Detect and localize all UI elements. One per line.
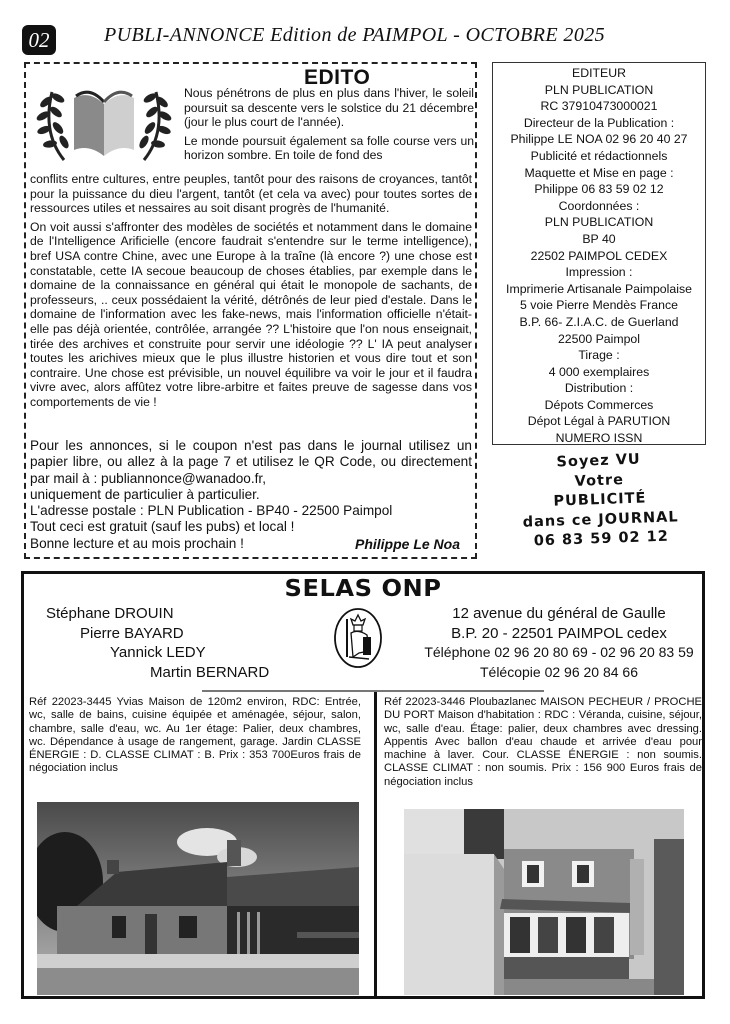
office-contact bbox=[409, 604, 709, 682]
editeur-line: 22502 PAIMPOL CEDEX bbox=[530, 248, 668, 263]
edito-body bbox=[30, 172, 472, 410]
notary-name: Yannick LEDY bbox=[110, 644, 206, 661]
editeur-line: B.P. 66- Z.I.A.C. de Guerland bbox=[519, 314, 679, 329]
editeur-line: RC 37910473000021 bbox=[540, 99, 658, 114]
editeur-line: EDITEUR bbox=[572, 66, 626, 80]
edito-paragraph: Nous pénétrons de plus en plus dans l'hiver, le soleil poursuit sa descente vers le solstice du 21 décembre (jour le plus court de l'année). bbox=[184, 86, 474, 130]
edito-paragraph: conflits entre cultures, entre peuples, tantôt pour des raisons de croyances, tantôt pour la puissance du dieu l'argent, tantôt (et cela va avec) pour toutes sortes de ressources utiles et nessaires au soit disant progrès de l'humanité. bbox=[30, 172, 472, 216]
editeur-line: 4 000 exemplaires bbox=[548, 364, 650, 379]
editeur-line: PLN PUBLICATION bbox=[544, 215, 654, 230]
selas-onp-ad bbox=[21, 571, 705, 999]
office-bp: B.P. 20 - 22501 PAIMPOL cedex bbox=[451, 624, 667, 642]
promo-line: Soyez VU bbox=[556, 451, 641, 471]
listing-photo bbox=[404, 809, 684, 995]
free-note: Tout ceci est gratuit (sauf les pubs) et local ! bbox=[30, 519, 295, 535]
editeur-line: Dépot Légal à PARUTION bbox=[527, 414, 671, 429]
editeur-line: 5 voie Pierre Mendès France bbox=[520, 298, 678, 313]
editeur-line: Directeur de la Publication : bbox=[523, 115, 675, 130]
notary-seal-icon bbox=[333, 607, 383, 669]
editeur-line: Philippe 06 83 59 02 12 bbox=[534, 182, 664, 197]
notary-name: Pierre BAYARD bbox=[80, 624, 184, 642]
notary-names bbox=[24, 604, 269, 682]
editeur-line: 22500 Paimpol bbox=[557, 331, 641, 346]
promo-line: Votre bbox=[574, 471, 625, 490]
masthead-title: PUBLI-ANNONCE Edition de PAIMPOL - OCTOBRE 2025 bbox=[104, 24, 606, 46]
editeur-line: Distribution : bbox=[564, 381, 634, 396]
house-photo-icon bbox=[404, 809, 684, 995]
closing-line: Bonne lecture et au mois prochain ! bbox=[30, 535, 244, 551]
page-number-badge bbox=[22, 25, 56, 55]
editeur-line: Tirage : bbox=[578, 348, 620, 363]
editeur-line: Philippe LE NOA 02 96 20 40 27 bbox=[510, 132, 688, 147]
editeur-line: Coordonnées : bbox=[558, 198, 640, 213]
office-telephone: Téléphone 02 96 20 80 69 - 02 96 20 83 59 bbox=[424, 644, 694, 660]
promo-line: PUBLICITÉ bbox=[553, 490, 647, 510]
editeur-line: BP 40 bbox=[582, 231, 616, 246]
postal-address: L'adresse postale : PLN Publication - BP40 - 22500 Paimpol bbox=[30, 503, 393, 519]
office-fax: Télécopie 02 96 20 84 66 bbox=[479, 663, 638, 680]
promo-line: dans ce JOURNAL bbox=[522, 508, 679, 531]
separator-line bbox=[202, 690, 544, 692]
promo-phone: 06 83 59 02 12 bbox=[533, 528, 670, 550]
notary-name: Stéphane DROUIN bbox=[46, 605, 174, 622]
edito-paragraph: Le monde poursuit également sa folle course vers un horizon sombre. En toile de fond des bbox=[184, 133, 474, 163]
listing-photo bbox=[37, 802, 359, 995]
house-photo-icon bbox=[37, 802, 359, 995]
editeur-line: Imprimerie Artisanale Paimpolaise bbox=[506, 281, 692, 296]
notary-name: Martin BERNARD bbox=[150, 663, 270, 681]
book-laurel-icon bbox=[34, 78, 174, 164]
editeur-line: PLN PUBLICATION bbox=[544, 82, 654, 97]
edito-footer bbox=[30, 438, 472, 552]
particulier-note: uniquement de particulier à particulier. bbox=[30, 486, 260, 502]
office-address: 12 avenue du général de Gaulle bbox=[452, 605, 666, 622]
advertising-promo bbox=[498, 449, 701, 553]
listing-text: Réf 22023-3445 Yvias Maison de 120m2 environ, RDC: Entrée, wc, salle de bains, cuisine équipée et aménagée, séjour, salon, chambre, salle d'eau, wc. Au 1er étage: Palier, deux chambres, wc. Dépendance à usage de rangement, garage. Jardin CLASSE ÉNERGIE : D. CLASSE CLIMAT : B. Prix : 353 700Euros frais de négociation inclus bbox=[29, 696, 361, 775]
edito-paragraph: On voit aussi s'affronter des modèles de sociétés et notamment dans le domaine de l'Intelligence Arificielle (encore faudrait s'entendre sur le terme intelligence), bref USA contre Chine, avec une Europe à la traîne (là encore ?) une chose est constatable, cette IA secoue beaucoup de choses établies, par exemple dans le domaine de la connaissance en général qui était le monopole de sachants, de professeurs, .. ceux possédaient la vérité, détrônés de leur pied d'estale. Dans le domaine de l'information avec les fake-news, mais l'information officielle n'était-elle pas déjà orientée, contrôlée, arrangée ?? L'histoire que l'on nous enseignait, tirée des archives et construite pour servir une idéologie ?? L' IA peut analyser toutes les arichives mieux que le plus illustre historien et vous dire tout et son contraire. Une chose est prévisible, un nouvel équilibre va voir le jour et il faudra vivre avec, alors affûtez votre libre-arbitre et faites preuve de sagesse dans vos comportements de vie ! bbox=[30, 219, 472, 409]
edito-intro bbox=[184, 86, 474, 163]
editeur-line: Publicité et rédactionnels bbox=[530, 148, 668, 163]
signature: Philippe Le Noa bbox=[354, 535, 460, 552]
edito-box bbox=[24, 62, 477, 559]
edito-title: EDITO bbox=[304, 66, 371, 89]
page-number: 02 bbox=[28, 27, 50, 52]
editeur-line: Dépots Commerces bbox=[544, 397, 654, 412]
editeur-line: NUMERO ISSN bbox=[555, 431, 643, 446]
listing-text: Réf 22023-3446 Ploubazlanec MAISON PECHEUR / PROCHE DU PORT Maison d'habitation : RDC : Véranda, cuisine, séjour, wc, salle d'eau. Étage: palier, deux chambres avec dressing. Appentis Avec ballon d'eau chaude et arrivée d'eau pour machine à laver. Cour. CLASSE ÉNERGIE : non soumis. CLASSE CLIMAT : non soumis. Prix : 156 900 Euros frais de négociation inclus bbox=[384, 696, 702, 788]
annonces-instructions: Pour les annonces, si le coupon n'est pas dans le journal utilisez un papier libre, ou allez à la page 7 et utilisez le QR Code, ou directement par mail à : publiannonce@wanadoo.fr, bbox=[30, 438, 472, 486]
editeur-box bbox=[492, 62, 706, 445]
column-divider bbox=[374, 692, 377, 996]
selas-title: SELAS ONP bbox=[284, 576, 442, 602]
editeur-line: Maquette et Mise en page : bbox=[524, 165, 674, 180]
editeur-line: Impression : bbox=[565, 265, 633, 280]
